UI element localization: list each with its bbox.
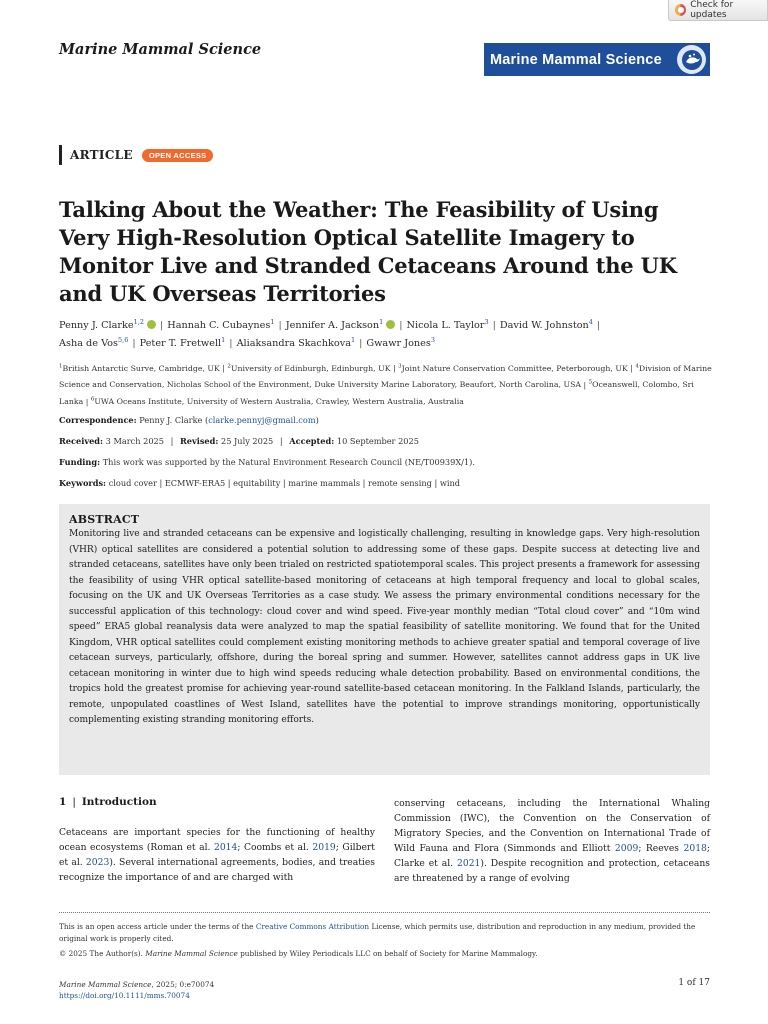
affiliation-marker: 1 (59, 363, 63, 369)
body-text: ; Gilbert et al. (59, 842, 375, 869)
body-text: ; Clarke et al. (394, 843, 710, 870)
author-name[interactable] (140, 338, 226, 349)
affiliation-text: University of Edinburgh, Edinburgh, UK (230, 363, 391, 373)
author-affiliation-marker: 1 (270, 318, 275, 326)
author-name[interactable] (237, 338, 356, 349)
funding-label: Funding: (59, 457, 101, 467)
affiliation-marker: 6 (90, 396, 95, 403)
copyright-text: © 2025 The Author(s). (59, 949, 146, 959)
funding-line (59, 456, 475, 468)
citation-volume: , 2025; 0:e70074 (151, 980, 215, 989)
affiliation-marker: 3 (398, 363, 402, 369)
copyright-text: published by Wiley Periodicals LLC on behalf of Society for Marine Mammalogy. (237, 949, 538, 959)
author-affiliation-marker: 1,2 (133, 318, 144, 326)
check-for-updates-button[interactable] (668, 0, 768, 21)
author-name-text: Penny J. Clarke (59, 320, 134, 332)
creative-commons-link[interactable]: Creative Commons Attribution (255, 922, 370, 931)
keywords-label: Keywords: (59, 478, 107, 488)
body-text: Cetaceans are important species for the functioning of healthy ocean ecosystems (Roman et al. (59, 827, 375, 854)
abstract-text: Monitoring live and stranded cetaceans can be expensive and logistically challenging, resulting in knowledge gaps. Very high-resolution (VHR) optical satellites are considered a potential solution to addressing some of these gaps. Despite success at detecting live and stranded cetaceans, satellites have only been trialed on restricted spatiotemporal scales. This project presents a framework for assessing the feasibility of using VHR optical satellite-based monitoring of cetaceans at high temporal frequency and local to global scales, focusing on the UK and UK Overseas Territories as a case study. We assess the primary environmental conditions necessary for the successful application of this technology: cloud cover and wind speed. Five-year monthly median “Total cloud cover” and “10m wind speed” ERA5 global reanalysis data were analyzed to map the spatial feasibility of satellite monitoring. We found that for the United Kingdom, VHR optical satellites could complement existing monitoring methods to achieve greater spatial and temporal coverage of live cetacean surveys, particularly, offshore, during the boreal spring and summer. However, satellites cannot address gaps in UK live cetacean monitoring in winter due to high wind speeds reducing whale detection probability. Based on environmental conditions, the tropics hold the greatest promise for achieving year-round satellite-based cetacean monitoring. In the Falkland Islands, particularly, the remote, unpopulated coastlines of West Island, satellites have the potential to improve strandings monitoring, opportunistically complementing existing stranding monitoring efforts. (69, 529, 700, 725)
citation-link[interactable]: 2014 (213, 842, 238, 854)
affiliation-separator: | (219, 363, 228, 373)
orcid-icon[interactable] (386, 320, 395, 329)
article-tag-bar (59, 145, 62, 165)
citation-link[interactable]: 2018 (683, 843, 707, 855)
article-type-tag (59, 145, 213, 165)
citation-link[interactable]: 2019 (312, 842, 336, 854)
author-affiliation-marker: 1 (350, 336, 356, 345)
article-type-label: ARTICLE (70, 148, 133, 162)
affiliation-text: British Antarctic Surve, Cambridge, UK (62, 363, 220, 373)
affiliation-text: Division of Marine Science and Conservation, Nicholas School of the Environment, Duke University Marine Laboratory, Beaufort, North Carolina, USA (59, 363, 712, 390)
received-label: Received: (59, 436, 104, 446)
author-separator: | (399, 320, 403, 332)
citation-footer (59, 979, 214, 1001)
author-separator: | (278, 320, 282, 332)
dates-line: Received: 3 March 2025 | Revised: 25 July 2025 | Accepted: 10 September 2025 (59, 436, 419, 446)
license-text-part: License, which permits use, distribution and reproduction in any medium, provided the original work is properly cited. (59, 922, 696, 944)
affiliation-text: Oceanswell, Colombo, Sri Lanka (59, 380, 694, 407)
affiliation-marker: 4 (635, 363, 639, 369)
abstract-heading: ABSTRACT (69, 513, 140, 526)
body-column-left (59, 825, 375, 885)
author-affiliation-marker: 5,6 (118, 336, 129, 345)
author-affiliation-marker: 4 (588, 318, 593, 326)
author-affiliation-marker: 1 (379, 318, 384, 326)
author-name[interactable] (59, 320, 156, 331)
keywords-text: cloud cover | ECMWF-ERA5 | equitability | marine mammals | remote sensing | wind (108, 478, 460, 488)
abstract-box (59, 504, 710, 775)
author-name[interactable] (366, 338, 435, 349)
correspondence-line (59, 414, 319, 426)
revised-date: 25 July 2025 (221, 436, 274, 446)
keywords-line (59, 477, 460, 489)
author-separator: | (492, 320, 496, 332)
affiliation-item (227, 364, 390, 373)
affiliation-item (91, 397, 464, 406)
citation-link[interactable]: 2009 (614, 843, 639, 855)
author-affiliation-marker: 3 (430, 336, 435, 345)
correspondence-name: Penny J. Clarke ( (139, 415, 209, 425)
license-text-part: This is an open access article under the terms of the (59, 922, 256, 931)
license-text (59, 921, 710, 945)
author-name[interactable] (286, 320, 396, 331)
whale-logo-icon (677, 45, 706, 74)
author-separator: | (596, 320, 601, 332)
check-updates-icon (675, 4, 686, 16)
article-title: Talking About the Weather: The Feasibility of Using Very High-Resolution Optical Satellite Imagery to Monitor Live and Stranded Cetaceans Around the UK and UK Overseas Territories (59, 197, 677, 306)
author-separator: | (132, 338, 136, 350)
correspondence-label: Correspondence: (59, 415, 137, 425)
affiliation-marker: 5 (588, 379, 593, 386)
correspondence-close: ) (315, 415, 319, 425)
author-name-text: Hannah C. Cubaynes (167, 320, 271, 332)
affiliation-separator: | (390, 363, 399, 373)
citation-link[interactable]: 2021 (457, 858, 481, 870)
page-number: 1 of 17 (678, 978, 710, 988)
author-name[interactable] (59, 338, 128, 349)
affiliations (59, 359, 714, 409)
author-name-text: Peter T. Fretwell (139, 338, 222, 350)
body-text: ). Several international agreements, bodies, and treaties recognize the importance of and are charged with (59, 857, 375, 884)
copyright-line (59, 948, 710, 960)
accepted-date: 10 September 2025 (336, 436, 419, 446)
affiliation-separator: | (83, 397, 91, 407)
funding-text: This work was supported by the Natural Environment Research Council (NE/T00939X/1). (102, 457, 475, 467)
open-access-badge: OPEN ACCESS (142, 149, 214, 162)
author-name-text: Asha de Vos (59, 338, 118, 350)
author-name-text: David W. Johnston (499, 320, 589, 332)
author-name-text: Jennifer A. Jackson (285, 320, 380, 332)
received-date: 3 March 2025 (105, 436, 164, 446)
affiliation-separator: | (581, 380, 589, 390)
citation-line (59, 979, 214, 990)
orcid-icon[interactable] (147, 320, 156, 329)
check-updates-label: Check for updates (690, 0, 734, 20)
affiliation-item (59, 364, 220, 373)
journal-banner-text: Marine Mammal Science (490, 51, 662, 68)
footnote-divider (59, 912, 710, 913)
copyright-journal: Marine Mammal Science (145, 949, 238, 959)
correspondence-email-link[interactable]: clarke.pennyj@gmail.com (208, 415, 316, 425)
license-notice (59, 921, 710, 961)
affiliation-text: Joint Nature Conservation Committee, Peterborough, UK (401, 363, 628, 373)
section-title: Introduction (81, 796, 157, 808)
body-text: ). Despite recognition and protection, cetaceans are threatened by a range of evolving (394, 858, 710, 885)
section-number: 1 (59, 796, 67, 808)
author-separator: | (359, 338, 363, 350)
affiliation-marker: 2 (227, 363, 231, 369)
body-text: conserving cetaceans, including the International Whaling Commission (IWC), the Convention on the Conservation of Migratory Species, and the Convention on International Trade of Wild Fauna and Flora (Simmonds and Elliott (394, 798, 710, 855)
author-name-text: Aliaksandra Skachkova (236, 338, 351, 350)
author-name-text: Nicola L. Taylor (406, 320, 485, 332)
journal-banner-logo[interactable] (484, 43, 710, 76)
body-column-right (394, 796, 710, 887)
body-text: ; Coombs et al. (237, 842, 313, 854)
citation-link[interactable]: 2023 (85, 857, 110, 869)
section-heading-introduction (59, 796, 157, 808)
affiliation-text: UWA Oceans Institute, University of Western Australia, Crawley, Western Australia, Australia (94, 397, 464, 407)
author-affiliation-marker: 3 (484, 318, 489, 326)
journal-name-header: Marine Mammal Science (59, 41, 262, 58)
section-separator: | (72, 796, 76, 808)
author-name[interactable] (500, 320, 593, 331)
author-list (59, 315, 719, 351)
author-separator: | (160, 320, 164, 332)
author-separator: | (229, 338, 233, 350)
revised-label: Revised: (179, 436, 219, 446)
body-text: ; Reeves (638, 843, 684, 855)
author-name[interactable] (407, 320, 489, 331)
affiliation-separator: | (627, 363, 636, 373)
author-name-text: Gwawr Jones (366, 338, 431, 350)
author-name[interactable] (167, 320, 274, 331)
affiliation-item (398, 364, 628, 373)
citation-journal: Marine Mammal Science (59, 980, 152, 989)
author-affiliation-marker: 1 (221, 336, 226, 345)
doi-link[interactable]: https://doi.org/10.1111/mms.70074 (59, 991, 190, 1000)
accepted-label: Accepted: (289, 436, 335, 446)
